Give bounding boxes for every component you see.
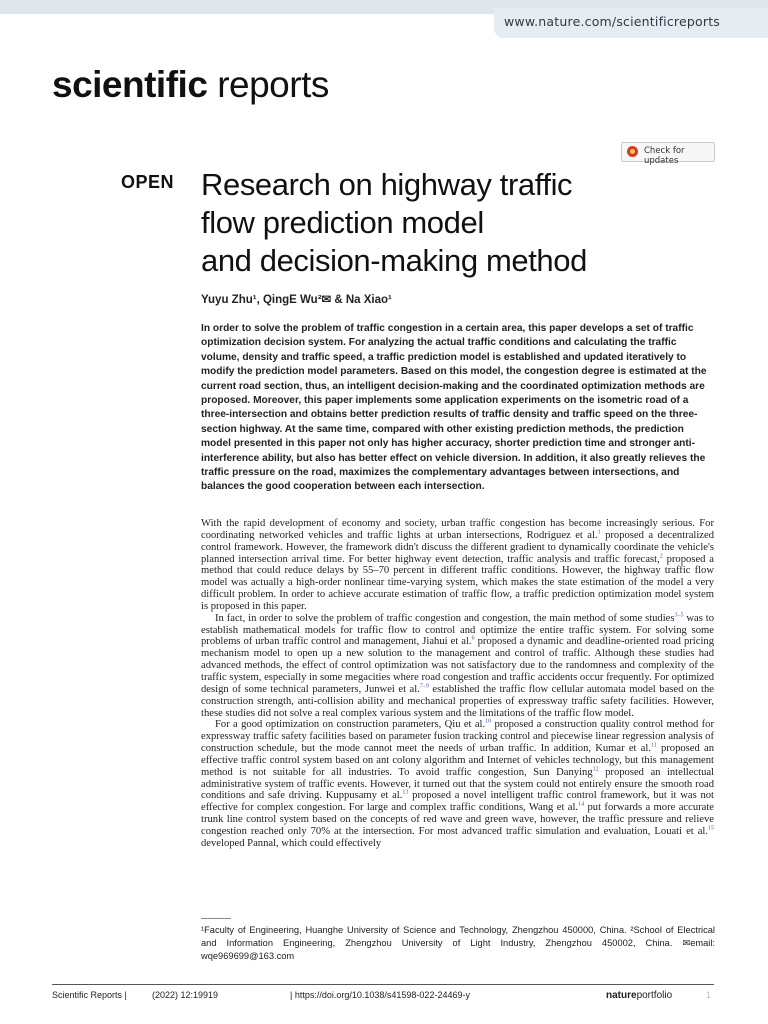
- citation-link[interactable]: 12: [592, 766, 599, 773]
- article-title: [201, 166, 721, 280]
- citation-link[interactable]: 2: [659, 553, 663, 559]
- title-line: Research on highway traffic: [201, 167, 573, 202]
- citation-link[interactable]: 14: [578, 801, 585, 808]
- citation-link[interactable]: 1: [597, 529, 601, 536]
- journal-logo-bold: scientific: [52, 64, 208, 105]
- publisher-logo-bold: nature: [606, 990, 637, 1001]
- check-for-updates-button[interactable]: [621, 142, 715, 166]
- title-line: and decision-making method: [201, 243, 587, 278]
- citation-link[interactable]: 7–9: [419, 683, 429, 690]
- citation-link[interactable]: 3–5: [674, 612, 684, 619]
- journal-url[interactable]: www.nature.com/scientificreports: [504, 14, 721, 29]
- publisher-logo-light: portfolio: [636, 990, 673, 1001]
- publisher-logo: [606, 990, 672, 1001]
- footer-journal: Scientific Reports |: [52, 990, 127, 1000]
- paragraph: With the rapid development of economy and society, urban traffic congestion has become increasingly serious. For coordinating networked vehicles and traffic lights at urban intersections, Rodriguez et al.$^1$ proposed a decentralized control framework. However, the framework didn't discuss the different gradient to dynamically coordinate the vehicle's planned intersection arrival time. For better highway event detection, traffic analysis and traffic forecast,$^2$ proposed a method that could reduce delays by 55–70 percent in different traffic conditions. However, the highway traffic flow model was actually a high-order nonlinear time-varying system, which makes the state estimation of the model a very difficult problem. In order to achieve accurate estimation of traffic flow, a traffic prediction optimization model system is proposed in this paper.: [201, 518, 714, 612]
- open-access-label: OPEN: [121, 172, 175, 192]
- page-number: 1: [706, 990, 712, 1000]
- footer-doi-link[interactable]: | https://doi.org/10.1038/s41598-022-24469-y: [290, 990, 470, 1000]
- abstract: In order to solve the problem of traffic congestion in a certain area, this paper develops a set of traffic optimization decision system. For analyzing the actual traffic conditions and calculating the traffic volume, density and traffic speed, a traffic prediction model is established and updated iteratively to modify the prediction model parameters. Based on this model, the congestion degree is estimated at the current road section, thus, an intelligent decision-making and the coordinated optimization methods are proposed. Moreover, this paper implements some application experiments on the isometric road of a three-intersection and obtains better prediction results of traffic density and traffic speed on the three-section highway. At the same time, compared with other existing prediction methods, the prediction model presented in this paper not only has higher accuracy, shorter prediction time and stronger anti-interference ability, but also has better effect on vehicle diversion. In addition, it also greatly relieves the traffic pressure on the road, maximizes the complementary advantages between intersections, and balances the good cooperation between each intersection.: [201, 323, 707, 493]
- title-line: flow prediction model: [201, 205, 484, 240]
- footnote-divider: [201, 918, 231, 919]
- paragraph: For a good optimization on construction parameters, Qiu et al.$^{10}$ proposed a construction quality control method for expressway traffic safety facilities based on parameter fusion tracking control and piecewise linear regression analysis of construction schedule, but the mode cannot meet the needs of urban traffic. In addition, Kumar et al.$^{11}$ proposed an effective traffic control system based on ant colony algorithm and Internet of vehicles technology, but this management method is not suitable for all industries. To avoid traffic congestion, Sun Danying$^{12}$ proposed an intellectual administrative system of traffic events. However, it turned out that the system could not entirely ensure the smooth road conditions and safe driving. Kuppusamy et al.$^{13}$ proposed a novel intelligent traffic control framework, but it was not effective for complex congestion. For large and complex traffic conditions, Wang et al.$^{14}$ put forwards a more accurate trunk line control system based on the concepts of red wave and green wave, however, the traffic pressure and relieve congestion reached only 70% at the intersection. For most advanced traffic simulation and evaluation, Louati et al.$^{15}$ developed Pannal, which could effectively: [201, 718, 715, 849]
- footer-year-volume: (2022) 12:19919: [152, 990, 219, 1000]
- journal-logo-light: reports: [217, 64, 329, 105]
- footer-divider: [52, 984, 714, 985]
- citation-link[interactable]: 11: [650, 742, 657, 749]
- citation-link[interactable]: 15: [708, 825, 714, 832]
- paragraph: In fact, in order to solve the problem of traffic congestion and congestion, the main method of some studies$^{3-5}$ was to establish mathematical models for traffic flow to control and optimize the entire traffic system. For solving some problems of urban traffic control and management, Jiahui et al.$^6$ proposed a dynamic and deadline-oriented road pricing mechanism model to open up a new solution to the management and control of traffic. Although these studies had advanced methods, the effect of control optimization was not satisfactory due to the randomness and complexity of the traffic system, especially in some megacities where road congestion and traffic accidents occur frequently. For optimized design of some technical parameters, Junwei et al.$^{7-9}$ established the traffic flow cellular automata model based on the construction strength, anti-collision ability and mechanical properties of expressway traffic safety facilities. However, these studies did not solve a real complex various system and the limitations of the traffic flow model.: [201, 612, 714, 719]
- crossmark-icon: [627, 146, 638, 157]
- citation-link[interactable]: 10: [485, 718, 492, 725]
- affiliations: ¹Faculty of Engineering, Huanghe University of Science and Technology, Zhengzhou 450000, China. ²School of Electrical and Information Engineering, Zhengzhou University of Light Industry, Zhengzhou 450002, China. ✉email: wqe969699@163.com: [201, 925, 715, 961]
- body-text: [201, 518, 714, 850]
- journal-logo: [52, 64, 329, 106]
- author-list: Yuyu Zhu¹, QingE Wu²✉ & Na Xiao¹: [201, 294, 392, 306]
- check-for-updates-label: Check for updates: [644, 146, 685, 166]
- citation-link[interactable]: 6: [471, 635, 475, 642]
- citation-link[interactable]: 13: [402, 789, 409, 796]
